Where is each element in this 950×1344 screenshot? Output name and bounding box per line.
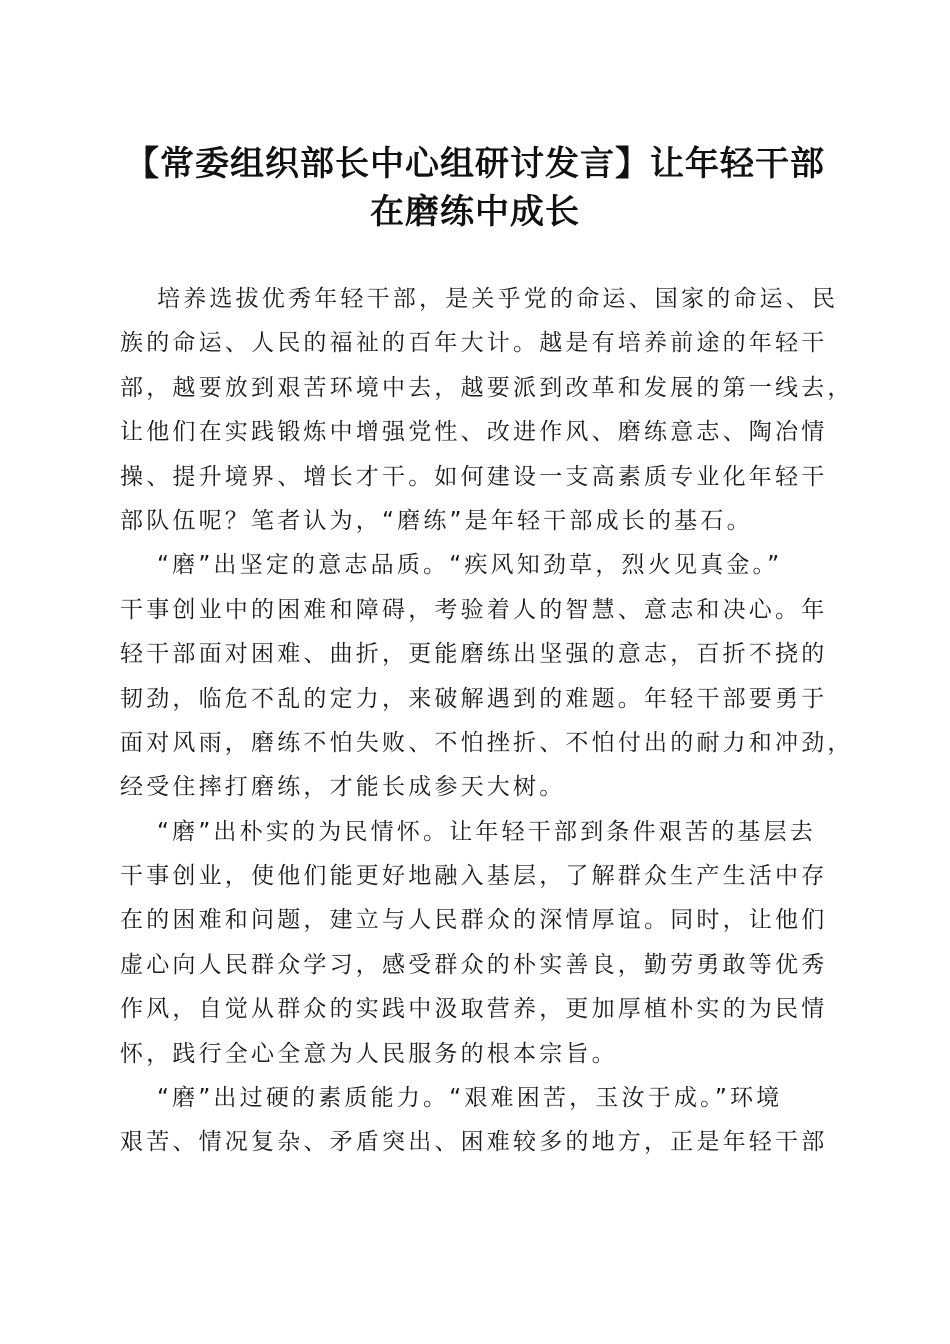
document-title <box>100 140 850 236</box>
text-line: “磨”出朴实的为民情怀。让年轻干部到条件艰苦的基层去 <box>157 818 817 845</box>
title-line: 在磨练中成长 <box>370 192 580 232</box>
text-line: 让他们在实践锻炼中增强党性、改进作风、磨练意志、陶冶情 <box>120 419 828 446</box>
text-line: 虚心向人民群众学习，感受群众的朴实善良，勤劳勇敢等优秀 <box>120 951 828 978</box>
text-line: 经受住摔打磨练，才能长成参天大树。 <box>120 774 566 801</box>
text-line: 操、提升境界、增长才干。如何建设一支高素质专业化年轻干 <box>120 463 828 490</box>
text-line: “磨”出坚定的意志品质。“疾风知劲草，烈火见真金。” <box>157 552 783 579</box>
text-line: 部，越要放到艰苦环境中去，越要派到改革和发展的第一线去， <box>120 374 854 401</box>
text-line: 艰苦、情况复杂、矛盾突出、困难较多的地方，正是年轻干部 <box>120 1129 828 1156</box>
title-line: 【常委组织部长中心组研讨发言】让年轻干部 <box>125 144 825 184</box>
text-line: 韧劲，临危不乱的定力，来破解遇到的难题。年轻干部要勇于 <box>120 685 828 712</box>
document-body <box>120 277 854 1165</box>
text-line: 怀，践行全心全意为人民服务的根本宗旨。 <box>120 1040 618 1067</box>
text-line: 轻干部面对困难、曲折，更能磨练出坚强的意志，百折不挠的 <box>120 641 828 668</box>
text-line: “磨”出过硬的素质能力。“艰难困苦，玉汝于成。”环境 <box>157 1085 783 1112</box>
paragraph-3 <box>120 810 826 1076</box>
text-line: 面对风雨，磨练不怕失败、不怕挫折、不怕付出的耐力和冲劲， <box>120 729 854 756</box>
text-line: 在的困难和问题，建立与人民群众的深情厚谊。同时，让他们 <box>120 907 828 934</box>
paragraph-2 <box>120 543 854 809</box>
text-line: 族的命运、人民的福祉的百年大计。越是有培养前途的年轻干 <box>120 330 828 357</box>
text-line: 部队伍呢？笔者认为，“磨练”是年轻干部成长的基石。 <box>120 507 753 534</box>
paragraph-1 <box>120 277 854 543</box>
text-line: 干事创业中的困难和障碍，考验着人的智慧、意志和决心。年 <box>120 596 828 623</box>
text-line: 培养选拔优秀年轻干部，是关乎党的命运、国家的命运、民 <box>157 286 839 312</box>
text-line: 作风，自觉从群众的实践中汲取营养，更加厚植朴实的为民情 <box>120 996 828 1023</box>
text-line: 干事创业，使他们能更好地融入基层，了解群众生产生活中存 <box>120 863 828 890</box>
paragraph-4 <box>120 1076 826 1165</box>
